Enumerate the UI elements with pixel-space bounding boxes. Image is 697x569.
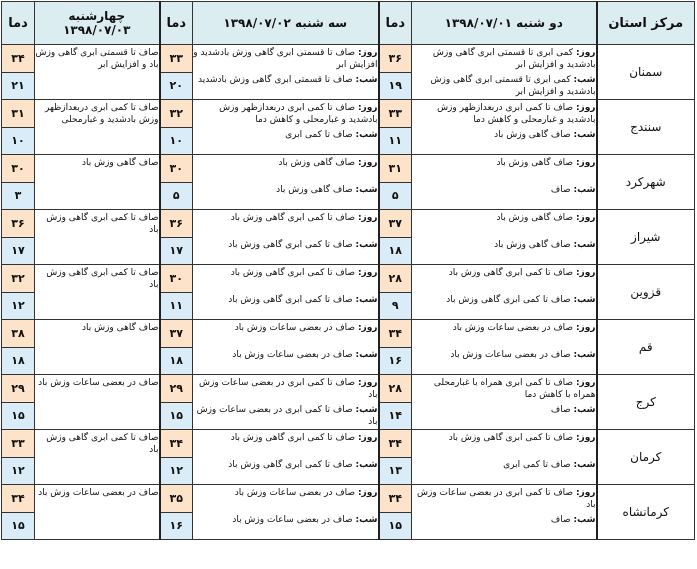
day3-min-temp: ۱۲ xyxy=(2,292,35,320)
day3-forecast xyxy=(35,210,160,265)
day2-max-temp: ۳۰ xyxy=(160,155,193,183)
city-name: قزوین xyxy=(597,265,695,320)
day1-night-text: صاف xyxy=(550,405,571,415)
day3-forecast xyxy=(35,155,160,210)
day3-text: صاف تا کمی ابری دربعدازظهر وزش بادشدید و غبارمحلی xyxy=(45,103,159,125)
day1-day-block xyxy=(412,485,596,512)
day-label: روز: xyxy=(357,378,378,388)
day3-min-temp: ۱۵ xyxy=(2,402,35,430)
night-label: شب: xyxy=(355,405,378,415)
day2-night-text: صاف تا قسمتی ابری گاهی وزش بادشدید xyxy=(198,75,353,85)
city-name: کرمانشاه xyxy=(597,485,695,540)
day3-max-temp: ۳۰ xyxy=(2,155,35,183)
day1-max-temp: ۳۶ xyxy=(379,45,412,73)
day1-night-text: صاف تا کمی ابری گاهی وزش باد xyxy=(446,295,571,305)
header-row xyxy=(2,2,695,45)
day2-min-temp: ۱۸ xyxy=(160,347,193,375)
day2-night-block xyxy=(193,457,378,484)
day2-day-block xyxy=(193,375,378,402)
day2-night-text: صاف در بعضی ساعات وزش باد xyxy=(232,515,353,525)
day2-day-text: صاف گاهی وزش باد xyxy=(278,158,356,168)
city-name: کرمان xyxy=(597,430,695,485)
day2-min-temp: ۵ xyxy=(160,182,193,210)
day1-night-text: صاف در بعضی ساعات وزش باد xyxy=(450,350,571,360)
night-label: شب: xyxy=(355,130,378,140)
night-label: شب: xyxy=(573,405,596,415)
city-name: سنندج xyxy=(597,100,695,155)
day1-day-text: صاف تا کمی ابری در بعضی ساعات وزش باد xyxy=(417,488,596,510)
day1-forecast xyxy=(412,155,597,210)
city-name: شهرکرد xyxy=(597,155,695,210)
day2-max-temp: ۳۲ xyxy=(160,100,193,128)
day1-night-block xyxy=(412,72,596,99)
day1-min-temp: ۱۸ xyxy=(379,237,412,265)
day3-text: صاف در بعضی ساعات وزش باد xyxy=(38,378,159,388)
day1-max-temp: ۲۸ xyxy=(379,265,412,293)
day1-night-block xyxy=(412,402,596,429)
day3-max-temp: ۳۴ xyxy=(2,45,35,73)
day2-day-text: صاف تا کمی ابری دربعدازظهر وزش بادشدید و غبارمحلی و کاهش دما xyxy=(219,103,378,125)
city-name: کرج xyxy=(597,375,695,430)
day1-day-block xyxy=(412,320,596,347)
day2-forecast xyxy=(193,430,379,485)
day2-min-temp: ۱۶ xyxy=(160,512,193,540)
header-day3-date: چهارشنبه ۱۳۹۸/۰۷/۰۳ xyxy=(35,2,160,45)
day2-forecast xyxy=(193,45,379,100)
day1-day-block xyxy=(412,430,596,457)
day1-forecast xyxy=(412,100,597,155)
day2-day-block xyxy=(193,45,378,72)
day2-max-temp: ۳۰ xyxy=(160,265,193,293)
day-label: روز: xyxy=(357,48,378,58)
day3-max-temp: ۳۸ xyxy=(2,320,35,348)
day-label: روز: xyxy=(575,323,596,333)
day3-text: صاف تا کمی ابری گاهی وزش باد xyxy=(46,268,159,290)
night-label: شب: xyxy=(355,185,378,195)
day1-night-text: صاف تا کمی ابری xyxy=(503,460,571,470)
day1-night-text: صاف xyxy=(550,515,571,525)
day-label: روز: xyxy=(575,378,596,388)
day1-day-block xyxy=(412,45,596,72)
day2-day-text: صاف تا قسمتی ابری گاهی وزش بادشدید و افزایش ابر xyxy=(193,48,378,70)
day1-day-text: صاف گاهی وزش باد xyxy=(496,158,574,168)
day1-forecast xyxy=(412,265,597,320)
day2-night-text: صاف تا کمی ابری گاهی وزش باد xyxy=(228,240,353,250)
day1-min-temp: ۵ xyxy=(379,182,412,210)
day1-day-block xyxy=(412,100,596,127)
header-day2-temp: دما xyxy=(160,2,193,45)
day3-forecast xyxy=(35,265,160,320)
day1-day-text: صاف تا کمی ابری گاهی وزش باد xyxy=(448,268,574,278)
day3-text: صاف تا کمی ابری گاهی وزش باد xyxy=(46,433,159,455)
day2-day-block xyxy=(193,210,378,237)
day-label: روز: xyxy=(575,268,596,278)
day2-day-text: صاف تا کمی ابری گاهی وزش باد xyxy=(230,213,356,223)
day1-night-text: صاف گاهی وزش باد xyxy=(494,240,571,250)
header-city: مرکز استان xyxy=(597,2,695,45)
day3-forecast xyxy=(35,485,160,540)
day2-day-block xyxy=(193,100,378,127)
day2-night-block xyxy=(193,127,378,154)
day3-forecast xyxy=(35,375,160,430)
table-row xyxy=(2,210,695,238)
day2-min-temp: ۱۰ xyxy=(160,127,193,155)
day-label: روز: xyxy=(357,213,378,223)
day2-night-text: صاف در بعضی ساعات وزش باد xyxy=(232,350,353,360)
day3-min-temp: ۱۷ xyxy=(2,237,35,265)
night-label: شب: xyxy=(573,295,596,305)
day2-min-temp: ۲۰ xyxy=(160,72,193,100)
day2-forecast xyxy=(193,100,379,155)
day-label: روز: xyxy=(575,103,596,113)
day3-forecast xyxy=(35,45,160,100)
day2-day-text: صاف تا کمی ابری در بعضی ساعات وزش باد xyxy=(199,378,378,400)
day1-min-temp: ۱۴ xyxy=(379,402,412,430)
day2-max-temp: ۳۴ xyxy=(160,430,193,458)
day2-min-temp: ۱۵ xyxy=(160,402,193,430)
day2-forecast xyxy=(193,155,379,210)
forecast-table xyxy=(1,1,695,540)
day2-night-text: صاف تا کمی ابری گاهی وزش باد xyxy=(228,295,353,305)
day1-forecast xyxy=(412,375,597,430)
header-day1-date: دو شنبه ۱۳۹۸/۰۷/۰۱ xyxy=(412,2,597,45)
day-label: روز: xyxy=(357,268,378,278)
day3-max-temp: ۳۶ xyxy=(2,210,35,238)
day-label: روز: xyxy=(575,433,596,443)
day1-day-text: صاف تا کمی ابری گاهی وزش باد xyxy=(448,433,574,443)
forecast-body xyxy=(2,45,695,540)
night-label: شب: xyxy=(573,515,596,525)
day1-day-text: صاف گاهی وزش باد xyxy=(496,213,574,223)
day2-night-text: صاف تا کمی ابری گاهی وزش باد xyxy=(228,460,353,470)
day1-min-temp: ۱۳ xyxy=(379,457,412,485)
night-label: شب: xyxy=(355,295,378,305)
city-name: قم xyxy=(597,320,695,375)
day1-night-block xyxy=(412,292,596,319)
day2-forecast xyxy=(193,375,379,430)
day2-max-temp: ۳۵ xyxy=(160,485,193,513)
day-label: روز: xyxy=(357,433,378,443)
night-label: شب: xyxy=(573,75,596,85)
day3-max-temp: ۲۹ xyxy=(2,375,35,403)
day2-day-text: صاف در بعضی ساعات وزش باد xyxy=(234,488,356,498)
day2-night-text: صاف تا کمی ابری در بعضی ساعات وزش باد xyxy=(196,405,378,427)
city-name: شیراز xyxy=(597,210,695,265)
day3-text: صاف گاهی وزش باد xyxy=(81,158,159,168)
day1-min-temp: ۱۱ xyxy=(379,127,412,155)
table-row xyxy=(2,45,695,73)
day3-max-temp: ۳۴ xyxy=(2,485,35,513)
day-label: روز: xyxy=(357,323,378,333)
day1-min-temp: ۱۹ xyxy=(379,72,412,100)
day3-forecast xyxy=(35,430,160,485)
table-row xyxy=(2,155,695,183)
day-label: روز: xyxy=(575,158,596,168)
day1-day-block xyxy=(412,155,596,182)
header-day3-temp: دما xyxy=(2,2,35,45)
day1-day-text: صاف در بعضی ساعات وزش باد xyxy=(452,323,574,333)
night-label: شب: xyxy=(355,460,378,470)
day2-forecast xyxy=(193,320,379,375)
day3-max-temp: ۳۳ xyxy=(2,430,35,458)
day1-day-block xyxy=(412,265,596,292)
day2-night-block xyxy=(193,292,378,319)
day1-day-text: صاف تا کمی ابری همراه با غبارمحلی همراه با کاهش دما xyxy=(433,378,596,400)
day3-min-temp: ۱۸ xyxy=(2,347,35,375)
day1-max-temp: ۳۴ xyxy=(379,485,412,513)
day1-night-text: کمی ابری تا قسمتی ابری گاهی وزش بادشدید و افزایش ابر xyxy=(430,75,596,97)
day2-night-block xyxy=(193,512,378,539)
night-label: شب: xyxy=(355,75,378,85)
day1-max-temp: ۳۱ xyxy=(379,155,412,183)
day2-min-temp: ۱۷ xyxy=(160,237,193,265)
day2-night-text: صاف تا کمی ابری xyxy=(285,130,353,140)
day3-max-temp: ۳۱ xyxy=(2,100,35,128)
header-day1-temp: دما xyxy=(379,2,412,45)
day1-min-temp: ۹ xyxy=(379,292,412,320)
day2-night-block xyxy=(193,402,378,429)
day3-text: صاف تا قسمتی ابری گاهی وزش باد و افزایش ابر xyxy=(35,48,159,70)
night-label: شب: xyxy=(355,240,378,250)
day-label: روز: xyxy=(357,103,378,113)
day1-night-block xyxy=(412,347,596,374)
day-label: روز: xyxy=(357,488,378,498)
day2-night-block xyxy=(193,182,378,209)
night-label: شب: xyxy=(355,515,378,525)
day2-max-temp: ۳۶ xyxy=(160,210,193,238)
header-day2-date: سه شنبه ۱۳۹۸/۰۷/۰۲ xyxy=(193,2,379,45)
day1-forecast xyxy=(412,430,597,485)
table-row xyxy=(2,430,695,458)
day2-night-block xyxy=(193,237,378,264)
day2-day-block xyxy=(193,430,378,457)
city-name: سمنان xyxy=(597,45,695,100)
day1-night-text: صاف گاهی وزش باد xyxy=(494,130,571,140)
day2-day-text: صاف تا کمی ابری گاهی وزش باد xyxy=(230,433,356,443)
table-row xyxy=(2,485,695,513)
day2-night-block xyxy=(193,72,378,99)
day1-max-temp: ۳۴ xyxy=(379,320,412,348)
day1-max-temp: ۳۷ xyxy=(379,210,412,238)
day-label: روز: xyxy=(575,48,596,58)
night-label: شب: xyxy=(573,460,596,470)
day-label: روز: xyxy=(575,213,596,223)
day1-day-block xyxy=(412,375,596,402)
day1-night-block xyxy=(412,512,596,539)
night-label: شب: xyxy=(355,350,378,360)
day-label: روز: xyxy=(575,488,596,498)
day1-night-text: صاف xyxy=(550,185,571,195)
night-label: شب: xyxy=(573,240,596,250)
day2-day-block xyxy=(193,320,378,347)
day2-min-temp: ۱۱ xyxy=(160,292,193,320)
day2-day-text: صاف تا کمی ابری گاهی وزش باد xyxy=(230,268,356,278)
night-label: شب: xyxy=(573,130,596,140)
day1-min-temp: ۱۶ xyxy=(379,347,412,375)
day3-min-temp: ۱۵ xyxy=(2,512,35,540)
day2-min-temp: ۱۲ xyxy=(160,457,193,485)
day1-day-block xyxy=(412,210,596,237)
day1-forecast xyxy=(412,45,597,100)
day3-min-temp: ۲۱ xyxy=(2,72,35,100)
day3-text: صاف تا کمی ابری گاهی وزش باد xyxy=(46,213,159,235)
table-row xyxy=(2,320,695,348)
day-label: روز: xyxy=(357,158,378,168)
day2-forecast xyxy=(193,265,379,320)
day2-day-block xyxy=(193,155,378,182)
day1-min-temp: ۱۵ xyxy=(379,512,412,540)
night-label: شب: xyxy=(573,350,596,360)
day1-max-temp: ۳۴ xyxy=(379,430,412,458)
day3-min-temp: ۱۲ xyxy=(2,457,35,485)
day3-forecast xyxy=(35,100,160,155)
day1-forecast xyxy=(412,210,597,265)
day2-day-block xyxy=(193,265,378,292)
day3-min-temp: ۱۰ xyxy=(2,127,35,155)
day3-forecast xyxy=(35,320,160,375)
day1-forecast xyxy=(412,320,597,375)
day1-night-block xyxy=(412,127,596,154)
table-row xyxy=(2,265,695,293)
day1-day-text: صاف تا کمی ابری دربعدازظهر وزش بادشدید و غبارمحلی و کاهش دما xyxy=(437,103,596,125)
day3-max-temp: ۳۲ xyxy=(2,265,35,293)
day1-max-temp: ۲۸ xyxy=(379,375,412,403)
night-label: شب: xyxy=(573,185,596,195)
day1-night-block xyxy=(412,457,596,484)
day2-max-temp: ۳۷ xyxy=(160,320,193,348)
day3-text: صاف در بعضی ساعات وزش باد xyxy=(38,488,159,498)
day2-max-temp: ۳۳ xyxy=(160,45,193,73)
day2-night-block xyxy=(193,347,378,374)
day2-day-text: صاف در بعضی ساعات وزش باد xyxy=(234,323,356,333)
day3-min-temp: ۳ xyxy=(2,182,35,210)
table-row xyxy=(2,375,695,403)
day2-forecast xyxy=(193,485,379,540)
day2-night-text: صاف گاهی وزش باد xyxy=(276,185,353,195)
day1-max-temp: ۳۳ xyxy=(379,100,412,128)
day2-max-temp: ۲۹ xyxy=(160,375,193,403)
day2-day-block xyxy=(193,485,378,512)
day3-text: صاف گاهی وزش باد xyxy=(81,323,159,333)
day1-forecast xyxy=(412,485,597,540)
day1-night-block xyxy=(412,182,596,209)
table-row xyxy=(2,100,695,128)
day1-night-block xyxy=(412,237,596,264)
day2-forecast xyxy=(193,210,379,265)
day1-day-text: کمی ابری تا قسمتی ابری گاهی وزش بادشدید و افزایش ابر xyxy=(432,48,596,70)
